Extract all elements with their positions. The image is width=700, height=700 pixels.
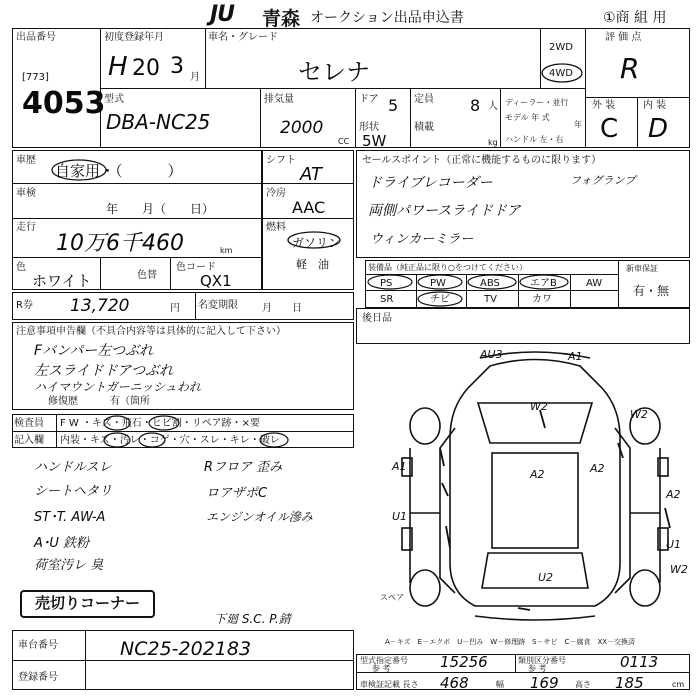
inspector-right-1: Rフロア 歪み [204, 460, 283, 475]
inspector-left-5: 荷室汚レ 臭 [34, 558, 104, 573]
repair-value: 有（箇所 [110, 396, 150, 407]
year-unit: 年 [574, 120, 582, 129]
inspector-left-1: ハンドルスレ [34, 460, 112, 475]
notes-line2: 左スライドドアつぶれ [34, 363, 174, 379]
entry-number: 4053 [22, 86, 106, 121]
spare-label: スペア [380, 593, 404, 602]
mark-u2-bottom: U2 [538, 571, 554, 584]
length-value: 468 [440, 674, 469, 692]
fuel-value: ガソリン [292, 236, 341, 250]
reg-label: 登録番号 [18, 672, 58, 683]
equip-sr: SR [380, 294, 394, 305]
interior-grade: D [648, 114, 669, 144]
mileage-label: 走行 [16, 222, 36, 233]
form-number: ①商 組 用 [603, 10, 667, 26]
class-number: 0113 [620, 653, 659, 671]
capacity: 8 [470, 96, 481, 115]
chassis-label: 車台番号 [18, 640, 58, 651]
inspector-left-4: A･U 鉄粉 [34, 536, 90, 551]
cert-ref-label: 参 考 [372, 664, 391, 673]
shift-label: シフト [266, 155, 296, 166]
mark-a2-right: A2 [590, 462, 605, 475]
height-value: 185 [615, 674, 644, 692]
grade-value: R [620, 52, 640, 85]
interior-label: 内 装 [643, 100, 667, 111]
drive-4wd-circle [540, 62, 584, 84]
history-value: 自家用・（ ） [55, 162, 183, 180]
equip-leather: カワ [532, 294, 552, 305]
equip-pw: PW [430, 278, 446, 289]
sales-line1b: フォグランプ [570, 174, 636, 187]
sales-line2: 両側パワースライドドア [368, 203, 521, 219]
entry-number-label: 出品番号 [16, 32, 56, 43]
color-value: ホワイト [32, 272, 92, 290]
history-label: 車歴 [16, 155, 36, 166]
inspector-interior-row: 内装・キズ・汚レ・コゲ・穴・スレ・キレ・破レ [60, 435, 280, 446]
equip-chibi: チビ [430, 294, 450, 305]
drive-4wd: 4WD [549, 68, 573, 79]
equip-tv: TV [484, 294, 497, 305]
yen-unit: 円 [170, 303, 180, 314]
notes-line1: Fバンパー左つぶれ [34, 343, 154, 359]
height-label: 高さ [575, 680, 591, 689]
class-ref-label: 参 考 [528, 664, 547, 673]
kg-unit: kg [488, 138, 498, 147]
equip-circles [365, 274, 618, 308]
mileage-value: 10万6千460 [56, 231, 184, 256]
doors-label: ドア [359, 94, 379, 105]
width-label: 幅 [496, 680, 504, 689]
recycle-section [12, 292, 354, 320]
color-label: 色 [16, 262, 26, 273]
ac-label: 冷房 [266, 188, 286, 199]
mark-u1-right: U1 [666, 538, 682, 551]
cargo-label: 積載 [414, 122, 434, 133]
sales-line3: ウィンカーミラー [370, 232, 474, 247]
fuel-label: 燃料 [266, 222, 286, 233]
model-year-label: モデル 年 式 [505, 113, 550, 122]
km-unit: km [220, 246, 233, 255]
inspector-left-3: ST･T. AW-A [34, 510, 106, 525]
shift-value: AT [300, 164, 322, 185]
exterior-label: 外 装 [592, 100, 616, 111]
repair-label: 修復歴 [48, 396, 78, 407]
shape: 5W [362, 132, 387, 150]
equip-airbag: エアB [530, 278, 557, 289]
model-name: セレナ [298, 58, 370, 86]
new-warranty-value: 有・無 [633, 284, 670, 298]
dealer-label: ディーラー・並行 [505, 98, 569, 107]
mark-w2-top: W2 [530, 400, 548, 413]
gasoline-circle [286, 230, 342, 250]
ju-logo: JU [210, 2, 235, 27]
name-change-template: 月 日 [262, 303, 302, 314]
rear-section [356, 308, 690, 344]
sales-label: セールスポイント（正常に機能するものに限ります） [362, 155, 602, 166]
handle-label: ハンドル 左・右 [505, 135, 564, 144]
first-reg-label: 初度登録年月 [104, 32, 164, 43]
recycle-label: R券 [16, 300, 33, 311]
rear-label: 後日品 [362, 313, 392, 324]
capacity-label: 定員 [414, 94, 434, 105]
notes-line3: ハイマウントガーニッシュわれ [34, 380, 201, 394]
inspector-circles [56, 414, 354, 448]
drive-2wd: 2WD [549, 42, 573, 53]
reg-month: 3 [170, 54, 184, 79]
small-code: [773] [22, 72, 49, 83]
diagram-legend: A－キズ E－エクボ U－凹み W－修理跡 S－サビ C－腐食 XX－交換済 [385, 638, 636, 646]
inspector-footer: 下廻 S.C. P.錆 [214, 612, 291, 626]
grade-label: 評 価 点 [605, 32, 642, 43]
cert-label: 型式指定番号 [360, 656, 408, 665]
class-label: 類別区分番号 [518, 656, 566, 665]
stamp-text: 売切りコーナー [34, 594, 140, 612]
new-warranty-label: 新車保証 [626, 264, 658, 273]
length-label: 車検証記載 長さ [360, 680, 419, 689]
doors: 5 [388, 96, 399, 115]
fuel-diesel: 軽 油 [296, 258, 329, 271]
inspector-right-3: エンジンオイル滲み [206, 510, 313, 524]
mark-u1-left: U1 [392, 510, 408, 523]
inspector-right-2: ロアザポC [206, 486, 268, 501]
era: H [108, 52, 128, 82]
equipment-label: 装備品（純正品に限り○をつけてください） [368, 263, 527, 272]
mark-a1-top: A1 [568, 350, 583, 363]
exterior-grade: C [600, 114, 619, 144]
sell-corner-stamp [20, 590, 155, 618]
inspector-label: 検査員 [14, 418, 44, 429]
type-label: 型式 [104, 94, 124, 105]
capacity-unit: 人 [488, 101, 498, 112]
width-value: 169 [530, 674, 559, 692]
inspector-left-2: シートヘタリ [34, 484, 113, 499]
shape-label: 形状 [359, 122, 379, 133]
color-change-label: 色替 [137, 270, 157, 281]
name-change-label: 名変期限 [198, 300, 238, 311]
cert-number: 15256 [440, 653, 488, 671]
month-unit: 月 [190, 72, 200, 83]
notes-label: 注意事項申告欄（不具合内容等は具体的に記入して下さい） [16, 326, 286, 337]
color-code-label: 色コード [176, 262, 216, 273]
model-label: 車名・グレード [208, 32, 278, 43]
equip-ps: PS [380, 278, 393, 289]
equip-abs: ABS [480, 278, 500, 289]
displacement: 2000 [280, 118, 324, 138]
type-code: DBA-NC25 [106, 110, 211, 134]
equip-aw: AW [586, 278, 603, 289]
mark-a2-farright: A2 [666, 488, 681, 501]
displacement-label: 排気量 [264, 94, 294, 105]
reg-year: 20 [132, 56, 160, 81]
inspector-fw-row: F W ・キズ・飛石・ヒビ割・リペア跡・×要 [60, 418, 260, 429]
sales-line1: ドライブレコーダー [368, 175, 493, 191]
cc-unit: CC [338, 137, 350, 146]
inspection-label: 車検 [16, 188, 36, 199]
mark-au3: AU3 [480, 348, 503, 361]
mark-a1-left: A1 [392, 460, 407, 473]
ac-value: AAC [292, 198, 326, 217]
car-diagram [380, 348, 690, 623]
header-title: 青森 [262, 8, 301, 30]
mark-w2-rear: W2 [670, 563, 688, 576]
header-subtitle: オークション出品申込書 [310, 10, 464, 26]
entry-label: 記入欄 [14, 435, 44, 446]
inspection-template: 年 月（ 日） [106, 202, 215, 216]
mark-w2-right: W2 [630, 408, 648, 421]
color-code: QX1 [200, 272, 232, 290]
recycle-value: 13,720 [70, 296, 130, 316]
cm-unit: cm [672, 680, 685, 689]
chassis-number: NC25-202183 [120, 638, 252, 660]
private-use-circle [50, 158, 108, 182]
mark-a2-center: A2 [530, 468, 545, 481]
